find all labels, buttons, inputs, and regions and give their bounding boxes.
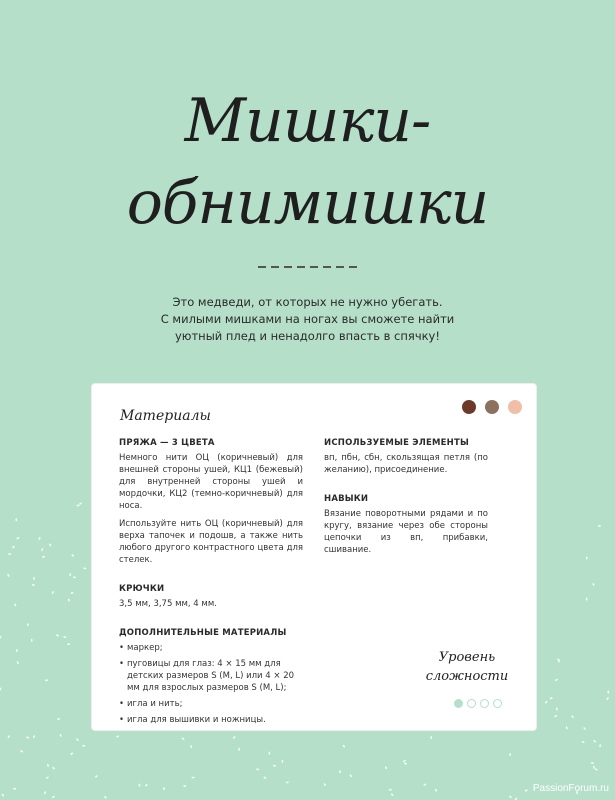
watermark: PassionForum.ru [532, 783, 609, 794]
elements-title: ИСПОЛЬЗУЕМЫЕ ЭЛЕМЕНТЫ [324, 438, 469, 448]
yarn-paragraph-1: Немного нити ОЦ (коричневый) для внешней стороны ушей, КЦ1 (бежевый) для внутренней стороны ушей и мордочки, КЦ2 (темно-коричневый) для носа. [119, 453, 303, 511]
difficulty-dot-empty [480, 699, 489, 708]
skills-title: НАВЫКИ [324, 494, 369, 504]
swatch-brown [462, 400, 476, 414]
extra-materials-title: ДОПОЛНИТЕЛЬНЫЕ МАТЕРИАЛЫ [119, 628, 287, 638]
skills-text: Вязание поворотными рядами и по кругу, вязание через обе стороны цепочки из вп, прибавки, сшивание. [324, 509, 488, 555]
list-item: • пуговицы для глаз: 4 × 15 мм для детских размеров S (M, L) или 4 × 20 мм для взрослых размеров S (M, L); [119, 658, 303, 694]
difficulty-dot-filled [454, 699, 463, 708]
difficulty-label [412, 648, 522, 686]
hooks-title: КРЮЧКИ [119, 584, 165, 594]
elements-text: вп, пбн, сбн, скользящая петля (по желанию), присоединение. [324, 453, 488, 475]
title-line-1: Мишки- [184, 86, 431, 156]
page-title [0, 80, 615, 244]
dashed-divider [258, 266, 358, 268]
intro-text [0, 294, 615, 345]
materials-card [92, 384, 536, 730]
list-item: • игла для вышивки и ножницы. [119, 714, 303, 726]
difficulty-line-2: сложности [425, 669, 509, 684]
materials-left-column [119, 438, 303, 730]
difficulty-line-1: Уровень [438, 650, 496, 665]
card-heading: Материалы [120, 408, 211, 424]
yarn-title: ПРЯЖА — 3 ЦВЕТА [119, 438, 215, 448]
materials-right-column [324, 438, 488, 562]
intro-line-3: уютный плед и ненадолго впасть в спячку! [175, 329, 440, 343]
difficulty-dot-empty [467, 699, 476, 708]
difficulty-dots [454, 699, 502, 708]
title-line-2: обнимишки [126, 168, 489, 238]
difficulty-dot-empty [493, 699, 502, 708]
color-swatches [462, 400, 522, 414]
hooks-text: 3,5 мм, 3,75 мм, 4 мм. [119, 599, 217, 609]
list-item: • игла и нить; [119, 698, 303, 710]
swatch-taupe [485, 400, 499, 414]
extra-materials-list [119, 642, 303, 726]
swatch-pink [508, 400, 522, 414]
list-item: • маркер; [119, 642, 303, 654]
intro-line-1: Это медведи, от которых не нужно убегать. [172, 295, 443, 309]
intro-line-2: С милыми мишками на ногах вы сможете найти [160, 312, 455, 326]
yarn-paragraph-2: Используйте нить ОЦ (коричневый) для верха тапочек и подошв, а также нить любого другого контрастного цвета для стелек. [119, 519, 303, 565]
